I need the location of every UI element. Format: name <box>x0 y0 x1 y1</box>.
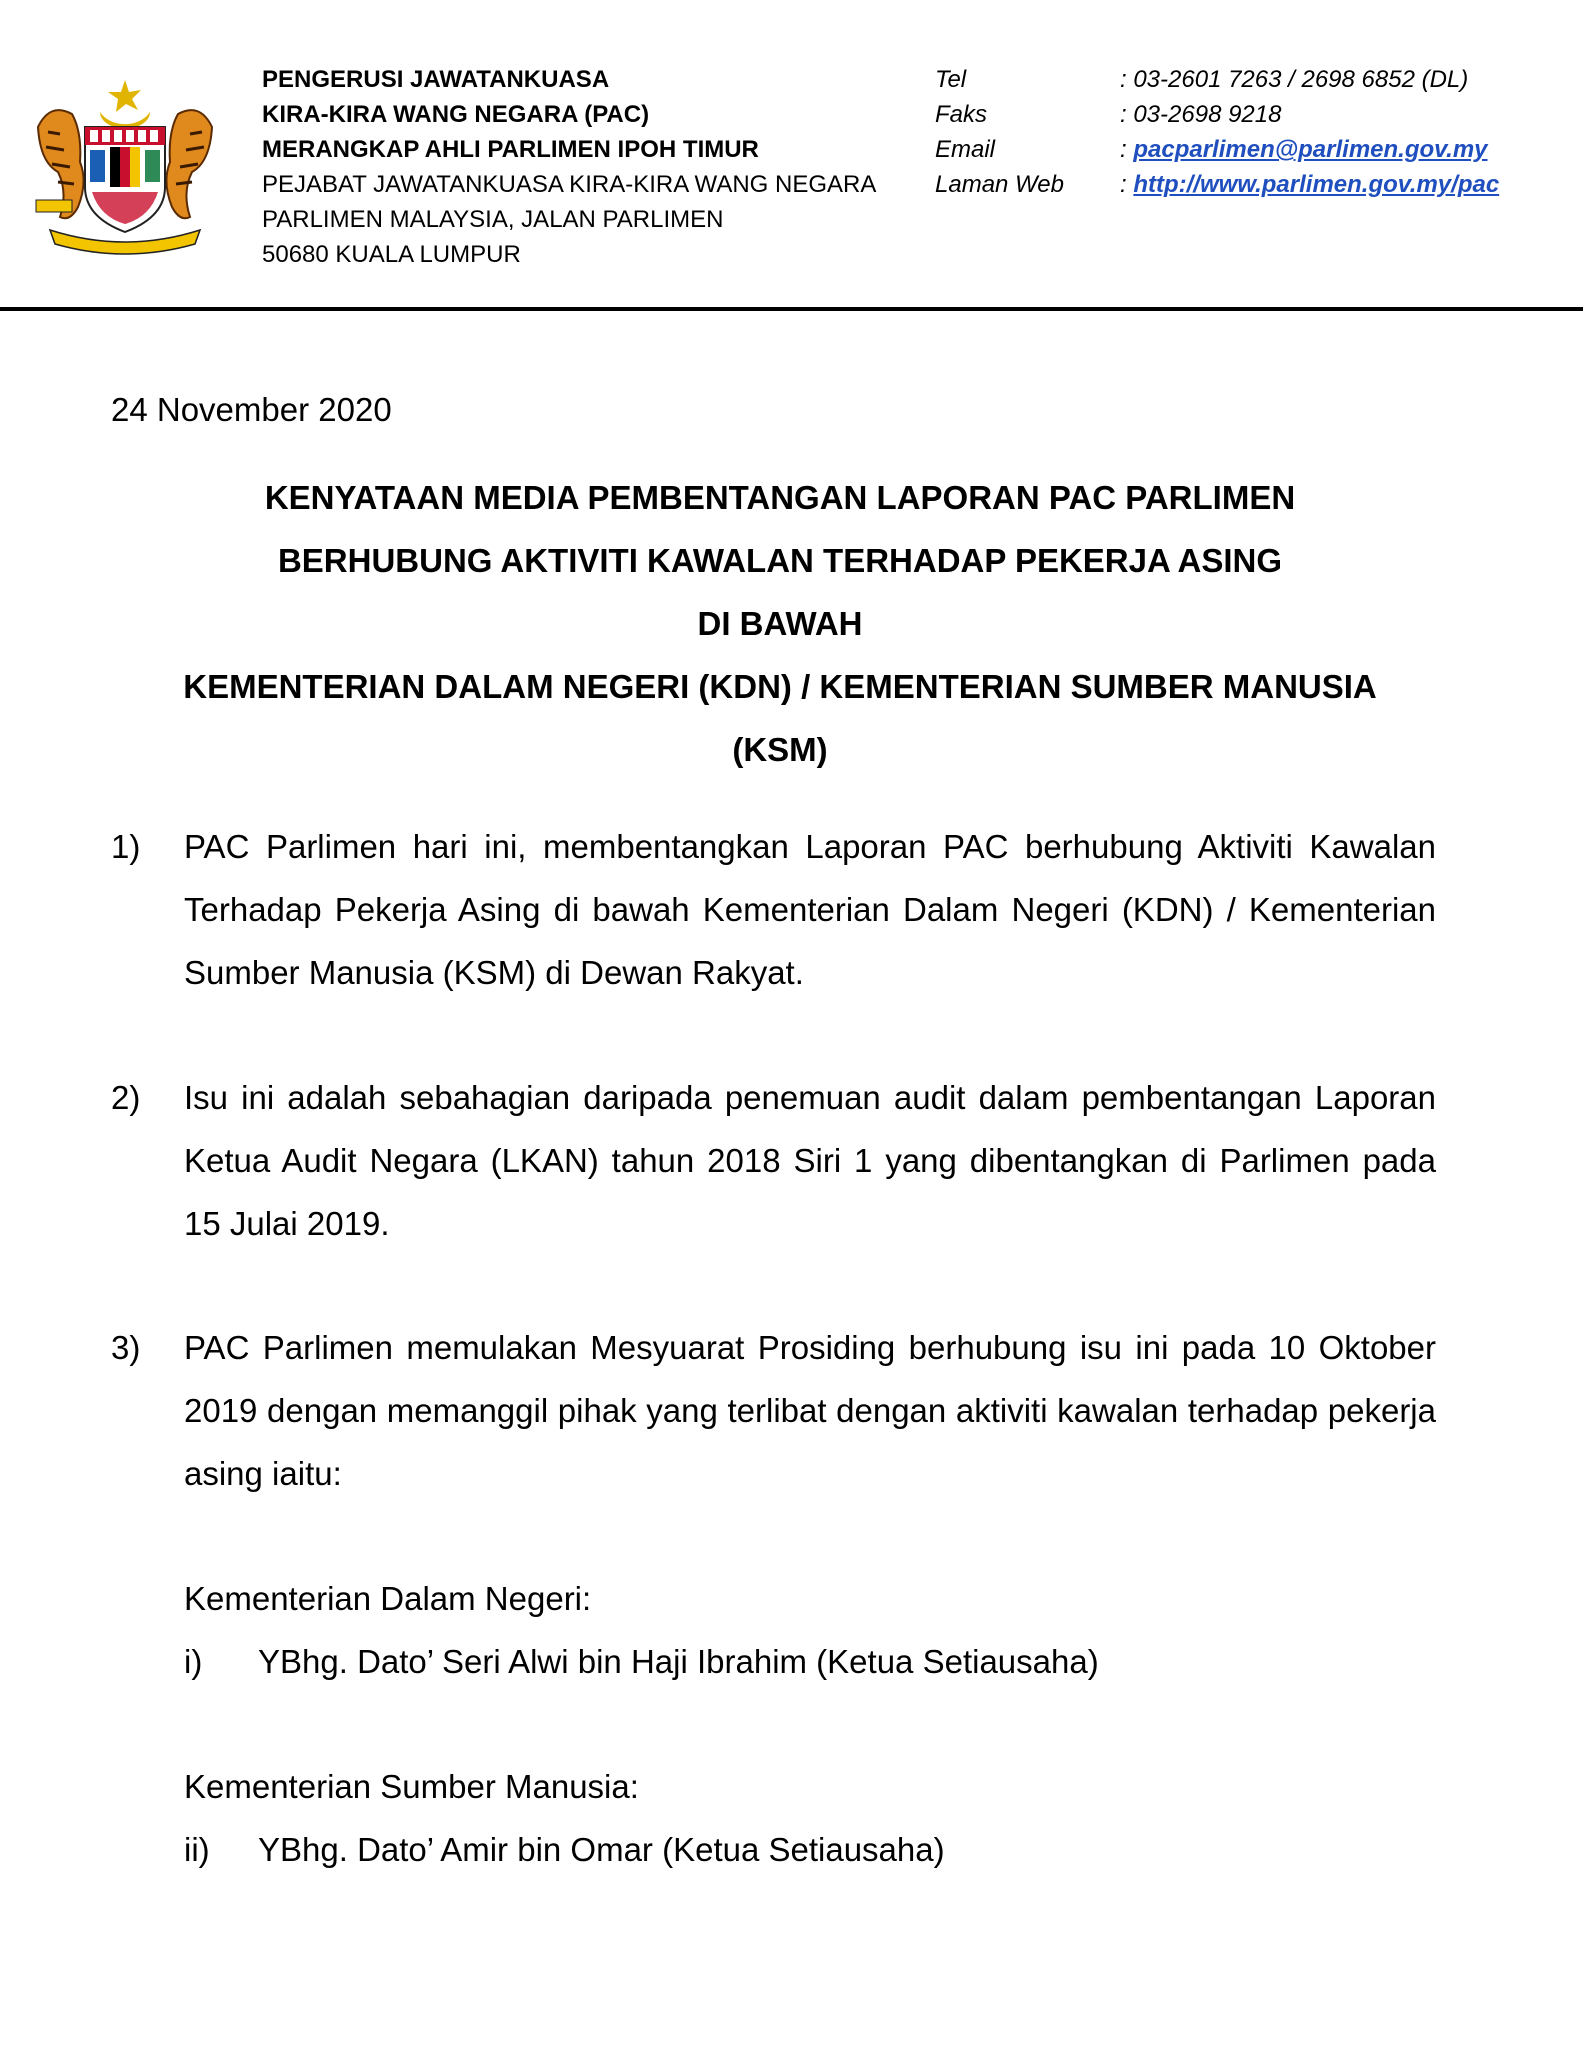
paragraph-text: Isu ini adalah sebahagian daripada penemuan audit dalam pembentangan Laporan Ketua Audit Negara (LKAN) tahun 2018 Siri 1 yang dibentangkan di Parlimen pada 15 Julai 2019. <box>184 1079 1436 1242</box>
paragraph-number: 1) <box>111 828 141 865</box>
paragraph-1 <box>111 815 1436 1004</box>
contact-labels <box>935 62 1115 202</box>
contact-label-website: Laman Web <box>935 171 1064 198</box>
document-title <box>60 466 1500 781</box>
contact-values <box>1120 62 1580 202</box>
letterhead-divider <box>0 307 1583 311</box>
contact-value-email <box>1120 132 1580 167</box>
title-line: DI BAWAH <box>697 605 863 642</box>
ministry-heading-ksm: Kementerian Sumber Manusia: <box>184 1768 639 1805</box>
letterhead-organisation <box>262 62 902 272</box>
malaysia-coat-of-arms-logo <box>30 72 220 257</box>
title-line: (KSM) <box>732 731 828 768</box>
org-line: 50680 KUALA LUMPUR <box>262 241 521 268</box>
contact-value-tel: : 03-2601 7263 / 2698 6852 (DL) <box>1120 66 1469 93</box>
org-line: PENGERUSI JAWATANKUASA <box>262 66 610 93</box>
official-name: YBhg. Dato’ Amir bin Omar (Ketua Setiausaha) <box>258 1831 945 1868</box>
paragraph-text: PAC Parlimen hari ini, membentangkan Laporan PAC berhubung Aktiviti Kawalan Terhadap Pekerja Asing di bawah Kementerian Dalam Negeri (KDN) / Kementerian Sumber Manusia (KSM) di Dewan Rakyat. <box>184 828 1436 991</box>
contact-label-tel: Tel <box>935 66 967 93</box>
colon-prefix: : <box>1120 136 1134 163</box>
org-line: PARLIMEN MALAYSIA, JALAN PARLIMEN <box>262 206 724 233</box>
paragraph-text: PAC Parlimen memulakan Mesyuarat Prosiding berhubung isu ini pada 10 Oktober 2019 dengan memanggil pihak yang terlibat dengan aktiviti kawalan terhadap pekerja asing iaitu: <box>184 1329 1436 1492</box>
org-line: PEJABAT JAWATANKUASA KIRA-KIRA WANG NEGARA <box>262 171 877 198</box>
official-list-item <box>184 1630 1099 1693</box>
ministry-heading-kdn: Kementerian Dalam Negeri: <box>184 1580 592 1617</box>
title-line: KEMENTERIAN DALAM NEGERI (KDN) / KEMENTERIAN SUMBER MANUSIA <box>183 668 1377 705</box>
org-line: MERANGKAP AHLI PARLIMEN IPOH TIMUR <box>262 136 759 163</box>
official-list-item <box>184 1818 945 1881</box>
title-line: BERHUBUNG AKTIVITI KAWALAN TERHADAP PEKERJA ASING <box>277 542 1283 579</box>
website-link[interactable]: http://www.parlimen.gov.my/pac <box>1133 171 1500 198</box>
document-date: 24 November 2020 <box>111 391 392 428</box>
contact-value-fax: : 03-2698 9218 <box>1120 101 1282 128</box>
roman-numeral: ii) <box>184 1831 210 1868</box>
paragraph-number: 2) <box>111 1079 141 1116</box>
email-link[interactable]: pacparlimen@parlimen.gov.my <box>1133 136 1488 163</box>
contact-label-fax: Faks <box>935 101 988 128</box>
paragraph-2 <box>111 1066 1436 1255</box>
org-line: KIRA-KIRA WANG NEGARA (PAC) <box>262 101 650 128</box>
contact-value-website <box>1120 167 1580 202</box>
contact-label-email: Email <box>935 136 996 163</box>
official-name: YBhg. Dato’ Seri Alwi bin Haji Ibrahim (Ketua Setiausaha) <box>258 1643 1099 1680</box>
title-line: KENYATAAN MEDIA PEMBENTANGAN LAPORAN PAC PARLIMEN <box>264 479 1296 516</box>
paragraph-3 <box>111 1316 1436 1505</box>
colon-prefix: : <box>1120 171 1134 198</box>
paragraph-number: 3) <box>111 1329 141 1366</box>
roman-numeral: i) <box>184 1643 203 1680</box>
